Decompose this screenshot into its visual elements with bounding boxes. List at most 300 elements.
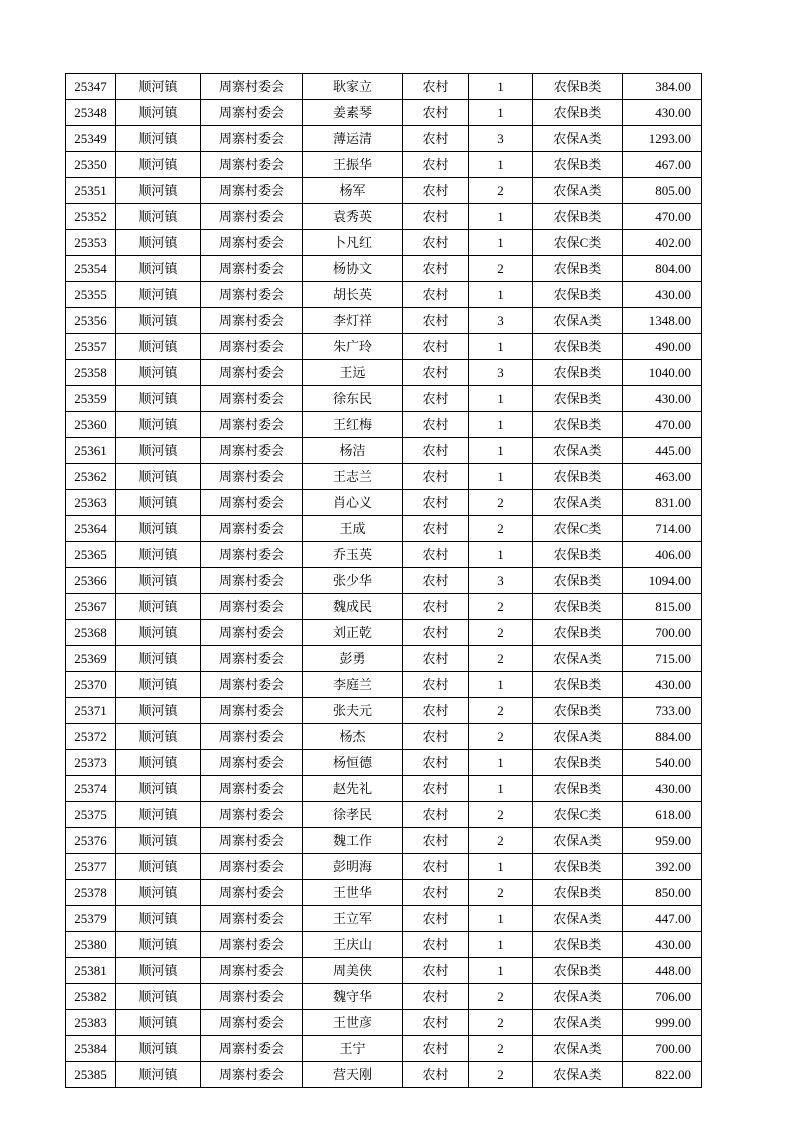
cell-amount: 430.00 <box>623 672 702 698</box>
cell-name: 王成 <box>303 516 403 542</box>
cell-amount: 447.00 <box>623 906 702 932</box>
cell-amount: 445.00 <box>623 438 702 464</box>
cell-village: 周寨村委会 <box>201 1062 303 1088</box>
table-row <box>66 74 702 100</box>
table-row <box>66 880 702 906</box>
table-row <box>66 204 702 230</box>
cell-village: 周寨村委会 <box>201 854 303 880</box>
cell-name: 王世华 <box>303 880 403 906</box>
cell-town: 顺河镇 <box>116 906 201 932</box>
cell-id: 25348 <box>66 100 116 126</box>
cell-village: 周寨村委会 <box>201 464 303 490</box>
cell-residence: 农村 <box>403 672 469 698</box>
table-row <box>66 776 702 802</box>
table-row <box>66 516 702 542</box>
cell-town: 顺河镇 <box>116 1036 201 1062</box>
cell-residence: 农村 <box>403 984 469 1010</box>
cell-count: 2 <box>469 1010 533 1036</box>
table-row <box>66 750 702 776</box>
cell-count: 2 <box>469 490 533 516</box>
cell-town: 顺河镇 <box>116 958 201 984</box>
cell-name: 魏工作 <box>303 828 403 854</box>
cell-id: 25359 <box>66 386 116 412</box>
cell-count: 1 <box>469 542 533 568</box>
cell-id: 25380 <box>66 932 116 958</box>
table-row <box>66 1010 702 1036</box>
cell-residence: 农村 <box>403 776 469 802</box>
cell-id: 25360 <box>66 412 116 438</box>
table-row <box>66 802 702 828</box>
cell-town: 顺河镇 <box>116 1010 201 1036</box>
table-row <box>66 308 702 334</box>
cell-amount: 700.00 <box>623 1036 702 1062</box>
cell-name: 杨协文 <box>303 256 403 282</box>
cell-town: 顺河镇 <box>116 178 201 204</box>
cell-residence: 农村 <box>403 698 469 724</box>
cell-name: 王振华 <box>303 152 403 178</box>
cell-residence: 农村 <box>403 542 469 568</box>
cell-residence: 农村 <box>403 490 469 516</box>
cell-count: 2 <box>469 178 533 204</box>
cell-name: 杨恒德 <box>303 750 403 776</box>
cell-residence: 农村 <box>403 412 469 438</box>
cell-id: 25371 <box>66 698 116 724</box>
cell-amount: 430.00 <box>623 932 702 958</box>
table-row <box>66 620 702 646</box>
cell-name: 耿家立 <box>303 74 403 100</box>
cell-count: 3 <box>469 126 533 152</box>
cell-category: 农保A类 <box>533 646 623 672</box>
cell-id: 25376 <box>66 828 116 854</box>
cell-town: 顺河镇 <box>116 854 201 880</box>
cell-town: 顺河镇 <box>116 360 201 386</box>
cell-village: 周寨村委会 <box>201 568 303 594</box>
cell-amount: 1040.00 <box>623 360 702 386</box>
cell-village: 周寨村委会 <box>201 542 303 568</box>
cell-village: 周寨村委会 <box>201 906 303 932</box>
table-row <box>66 1036 702 1062</box>
cell-residence: 农村 <box>403 906 469 932</box>
cell-category: 农保B类 <box>533 854 623 880</box>
cell-id: 25375 <box>66 802 116 828</box>
cell-amount: 384.00 <box>623 74 702 100</box>
cell-village: 周寨村委会 <box>201 750 303 776</box>
cell-count: 1 <box>469 464 533 490</box>
pension-roster-table <box>65 73 702 1088</box>
cell-town: 顺河镇 <box>116 646 201 672</box>
cell-category: 农保C类 <box>533 230 623 256</box>
cell-village: 周寨村委会 <box>201 646 303 672</box>
cell-village: 周寨村委会 <box>201 1036 303 1062</box>
cell-category: 农保C类 <box>533 516 623 542</box>
cell-count: 3 <box>469 568 533 594</box>
cell-category: 农保B类 <box>533 360 623 386</box>
cell-village: 周寨村委会 <box>201 828 303 854</box>
table-row <box>66 152 702 178</box>
cell-amount: 822.00 <box>623 1062 702 1088</box>
cell-count: 1 <box>469 412 533 438</box>
cell-category: 农保A类 <box>533 308 623 334</box>
cell-amount: 406.00 <box>623 542 702 568</box>
cell-count: 1 <box>469 74 533 100</box>
cell-id: 25383 <box>66 1010 116 1036</box>
cell-town: 顺河镇 <box>116 1062 201 1088</box>
cell-name: 魏成民 <box>303 594 403 620</box>
cell-category: 农保B类 <box>533 100 623 126</box>
cell-count: 2 <box>469 984 533 1010</box>
cell-town: 顺河镇 <box>116 828 201 854</box>
cell-name: 李灯祥 <box>303 308 403 334</box>
cell-amount: 448.00 <box>623 958 702 984</box>
cell-name: 薄运清 <box>303 126 403 152</box>
cell-amount: 618.00 <box>623 802 702 828</box>
cell-village: 周寨村委会 <box>201 490 303 516</box>
cell-amount: 815.00 <box>623 594 702 620</box>
cell-village: 周寨村委会 <box>201 438 303 464</box>
cell-name: 胡长英 <box>303 282 403 308</box>
table-row <box>66 334 702 360</box>
cell-amount: 700.00 <box>623 620 702 646</box>
cell-residence: 农村 <box>403 230 469 256</box>
cell-town: 顺河镇 <box>116 698 201 724</box>
table-row <box>66 178 702 204</box>
cell-id: 25373 <box>66 750 116 776</box>
cell-category: 农保B类 <box>533 256 623 282</box>
cell-count: 2 <box>469 256 533 282</box>
cell-residence: 农村 <box>403 516 469 542</box>
cell-town: 顺河镇 <box>116 880 201 906</box>
table-row <box>66 1062 702 1088</box>
cell-category: 农保A类 <box>533 906 623 932</box>
cell-village: 周寨村委会 <box>201 1010 303 1036</box>
cell-category: 农保B类 <box>533 282 623 308</box>
cell-count: 1 <box>469 958 533 984</box>
cell-town: 顺河镇 <box>116 308 201 334</box>
table-row <box>66 230 702 256</box>
cell-town: 顺河镇 <box>116 74 201 100</box>
cell-count: 1 <box>469 334 533 360</box>
cell-residence: 农村 <box>403 1010 469 1036</box>
cell-category: 农保B类 <box>533 672 623 698</box>
cell-amount: 1293.00 <box>623 126 702 152</box>
table-row <box>66 568 702 594</box>
cell-count: 1 <box>469 152 533 178</box>
cell-amount: 430.00 <box>623 776 702 802</box>
cell-count: 2 <box>469 698 533 724</box>
cell-town: 顺河镇 <box>116 750 201 776</box>
table-row <box>66 256 702 282</box>
cell-amount: 490.00 <box>623 334 702 360</box>
cell-category: 农保A类 <box>533 490 623 516</box>
cell-town: 顺河镇 <box>116 386 201 412</box>
cell-name: 杨洁 <box>303 438 403 464</box>
cell-village: 周寨村委会 <box>201 360 303 386</box>
cell-category: 农保A类 <box>533 1036 623 1062</box>
cell-town: 顺河镇 <box>116 100 201 126</box>
cell-residence: 农村 <box>403 828 469 854</box>
cell-amount: 430.00 <box>623 282 702 308</box>
cell-town: 顺河镇 <box>116 802 201 828</box>
cell-amount: 470.00 <box>623 412 702 438</box>
table-row <box>66 438 702 464</box>
cell-category: 农保A类 <box>533 724 623 750</box>
cell-count: 2 <box>469 646 533 672</box>
cell-name: 朱广玲 <box>303 334 403 360</box>
cell-residence: 农村 <box>403 386 469 412</box>
cell-amount: 463.00 <box>623 464 702 490</box>
cell-town: 顺河镇 <box>116 490 201 516</box>
cell-amount: 999.00 <box>623 1010 702 1036</box>
cell-residence: 农村 <box>403 308 469 334</box>
cell-id: 25382 <box>66 984 116 1010</box>
cell-id: 25353 <box>66 230 116 256</box>
cell-category: 农保B类 <box>533 776 623 802</box>
cell-count: 3 <box>469 308 533 334</box>
cell-id: 25377 <box>66 854 116 880</box>
table-row <box>66 100 702 126</box>
cell-amount: 1094.00 <box>623 568 702 594</box>
cell-count: 2 <box>469 828 533 854</box>
cell-name: 肖心义 <box>303 490 403 516</box>
cell-amount: 959.00 <box>623 828 702 854</box>
cell-category: 农保B类 <box>533 568 623 594</box>
table-row <box>66 724 702 750</box>
cell-name: 张少华 <box>303 568 403 594</box>
cell-amount: 850.00 <box>623 880 702 906</box>
cell-category: 农保B类 <box>533 880 623 906</box>
cell-name: 王志兰 <box>303 464 403 490</box>
cell-count: 1 <box>469 282 533 308</box>
cell-count: 2 <box>469 594 533 620</box>
cell-town: 顺河镇 <box>116 152 201 178</box>
cell-residence: 农村 <box>403 100 469 126</box>
cell-village: 周寨村委会 <box>201 932 303 958</box>
cell-residence: 农村 <box>403 360 469 386</box>
cell-count: 1 <box>469 386 533 412</box>
table-row <box>66 594 702 620</box>
cell-category: 农保B类 <box>533 750 623 776</box>
table-body <box>66 74 702 1088</box>
cell-town: 顺河镇 <box>116 516 201 542</box>
cell-category: 农保A类 <box>533 1010 623 1036</box>
cell-category: 农保B类 <box>533 152 623 178</box>
cell-village: 周寨村委会 <box>201 516 303 542</box>
cell-category: 农保B类 <box>533 542 623 568</box>
cell-town: 顺河镇 <box>116 984 201 1010</box>
cell-amount: 706.00 <box>623 984 702 1010</box>
table-row <box>66 126 702 152</box>
table-row <box>66 360 702 386</box>
cell-id: 25356 <box>66 308 116 334</box>
cell-residence: 农村 <box>403 880 469 906</box>
cell-town: 顺河镇 <box>116 932 201 958</box>
cell-category: 农保A类 <box>533 984 623 1010</box>
cell-id: 25362 <box>66 464 116 490</box>
cell-residence: 农村 <box>403 282 469 308</box>
cell-name: 徐东民 <box>303 386 403 412</box>
cell-town: 顺河镇 <box>116 724 201 750</box>
cell-count: 1 <box>469 854 533 880</box>
cell-id: 25367 <box>66 594 116 620</box>
cell-category: 农保A类 <box>533 438 623 464</box>
cell-village: 周寨村委会 <box>201 386 303 412</box>
cell-name: 魏守华 <box>303 984 403 1010</box>
cell-residence: 农村 <box>403 568 469 594</box>
cell-category: 农保B类 <box>533 386 623 412</box>
cell-id: 25352 <box>66 204 116 230</box>
cell-town: 顺河镇 <box>116 126 201 152</box>
cell-town: 顺河镇 <box>116 776 201 802</box>
table-row <box>66 698 702 724</box>
cell-village: 周寨村委会 <box>201 282 303 308</box>
cell-residence: 农村 <box>403 646 469 672</box>
cell-village: 周寨村委会 <box>201 724 303 750</box>
cell-category: 农保B类 <box>533 334 623 360</box>
cell-name: 王世彦 <box>303 1010 403 1036</box>
cell-count: 1 <box>469 100 533 126</box>
cell-village: 周寨村委会 <box>201 412 303 438</box>
cell-amount: 714.00 <box>623 516 702 542</box>
cell-name: 王红梅 <box>303 412 403 438</box>
cell-amount: 715.00 <box>623 646 702 672</box>
cell-count: 1 <box>469 906 533 932</box>
table-row <box>66 958 702 984</box>
cell-amount: 402.00 <box>623 230 702 256</box>
cell-residence: 农村 <box>403 958 469 984</box>
table-row <box>66 984 702 1010</box>
cell-id: 25368 <box>66 620 116 646</box>
cell-name: 周美侠 <box>303 958 403 984</box>
table-row <box>66 672 702 698</box>
cell-count: 3 <box>469 360 533 386</box>
cell-category: 农保A类 <box>533 178 623 204</box>
cell-village: 周寨村委会 <box>201 672 303 698</box>
cell-category: 农保B类 <box>533 594 623 620</box>
cell-residence: 农村 <box>403 854 469 880</box>
cell-town: 顺河镇 <box>116 282 201 308</box>
cell-residence: 农村 <box>403 256 469 282</box>
table-row <box>66 464 702 490</box>
cell-village: 周寨村委会 <box>201 74 303 100</box>
cell-category: 农保A类 <box>533 1062 623 1088</box>
cell-id: 25366 <box>66 568 116 594</box>
cell-village: 周寨村委会 <box>201 802 303 828</box>
table-row <box>66 906 702 932</box>
cell-residence: 农村 <box>403 464 469 490</box>
cell-category: 农保A类 <box>533 828 623 854</box>
cell-count: 1 <box>469 672 533 698</box>
cell-residence: 农村 <box>403 594 469 620</box>
cell-amount: 804.00 <box>623 256 702 282</box>
cell-count: 2 <box>469 802 533 828</box>
cell-count: 1 <box>469 230 533 256</box>
cell-residence: 农村 <box>403 620 469 646</box>
cell-name: 刘正乾 <box>303 620 403 646</box>
cell-id: 25381 <box>66 958 116 984</box>
cell-village: 周寨村委会 <box>201 334 303 360</box>
cell-residence: 农村 <box>403 126 469 152</box>
cell-village: 周寨村委会 <box>201 594 303 620</box>
cell-amount: 470.00 <box>623 204 702 230</box>
cell-village: 周寨村委会 <box>201 126 303 152</box>
cell-village: 周寨村委会 <box>201 984 303 1010</box>
table-row <box>66 542 702 568</box>
cell-id: 25350 <box>66 152 116 178</box>
cell-village: 周寨村委会 <box>201 178 303 204</box>
cell-town: 顺河镇 <box>116 204 201 230</box>
cell-category: 农保A类 <box>533 126 623 152</box>
cell-count: 1 <box>469 750 533 776</box>
cell-name: 营天刚 <box>303 1062 403 1088</box>
cell-id: 25358 <box>66 360 116 386</box>
table-row <box>66 386 702 412</box>
cell-amount: 430.00 <box>623 100 702 126</box>
cell-amount: 831.00 <box>623 490 702 516</box>
cell-residence: 农村 <box>403 152 469 178</box>
cell-residence: 农村 <box>403 438 469 464</box>
cell-count: 2 <box>469 1036 533 1062</box>
cell-village: 周寨村委会 <box>201 230 303 256</box>
cell-category: 农保B类 <box>533 412 623 438</box>
cell-village: 周寨村委会 <box>201 776 303 802</box>
cell-id: 25355 <box>66 282 116 308</box>
cell-id: 25363 <box>66 490 116 516</box>
cell-category: 农保B类 <box>533 620 623 646</box>
cell-village: 周寨村委会 <box>201 308 303 334</box>
cell-id: 25351 <box>66 178 116 204</box>
cell-name: 乔玉英 <box>303 542 403 568</box>
cell-amount: 733.00 <box>623 698 702 724</box>
cell-id: 25357 <box>66 334 116 360</box>
cell-name: 张夫元 <box>303 698 403 724</box>
cell-residence: 农村 <box>403 178 469 204</box>
cell-id: 25365 <box>66 542 116 568</box>
cell-amount: 430.00 <box>623 386 702 412</box>
cell-name: 彭勇 <box>303 646 403 672</box>
cell-town: 顺河镇 <box>116 256 201 282</box>
cell-count: 1 <box>469 932 533 958</box>
cell-residence: 农村 <box>403 932 469 958</box>
cell-name: 卜凡红 <box>303 230 403 256</box>
cell-village: 周寨村委会 <box>201 958 303 984</box>
cell-id: 25374 <box>66 776 116 802</box>
cell-residence: 农村 <box>403 1036 469 1062</box>
table-row <box>66 282 702 308</box>
table-row <box>66 412 702 438</box>
table-row <box>66 646 702 672</box>
cell-town: 顺河镇 <box>116 620 201 646</box>
cell-amount: 540.00 <box>623 750 702 776</box>
cell-village: 周寨村委会 <box>201 880 303 906</box>
cell-count: 1 <box>469 438 533 464</box>
cell-name: 李庭兰 <box>303 672 403 698</box>
cell-id: 25378 <box>66 880 116 906</box>
cell-name: 赵先礼 <box>303 776 403 802</box>
cell-town: 顺河镇 <box>116 412 201 438</box>
cell-count: 2 <box>469 620 533 646</box>
cell-residence: 农村 <box>403 204 469 230</box>
cell-name: 彭明海 <box>303 854 403 880</box>
cell-category: 农保B类 <box>533 958 623 984</box>
cell-town: 顺河镇 <box>116 672 201 698</box>
cell-amount: 884.00 <box>623 724 702 750</box>
cell-residence: 农村 <box>403 724 469 750</box>
cell-village: 周寨村委会 <box>201 204 303 230</box>
table-row <box>66 854 702 880</box>
cell-village: 周寨村委会 <box>201 100 303 126</box>
table-row <box>66 932 702 958</box>
cell-id: 25347 <box>66 74 116 100</box>
